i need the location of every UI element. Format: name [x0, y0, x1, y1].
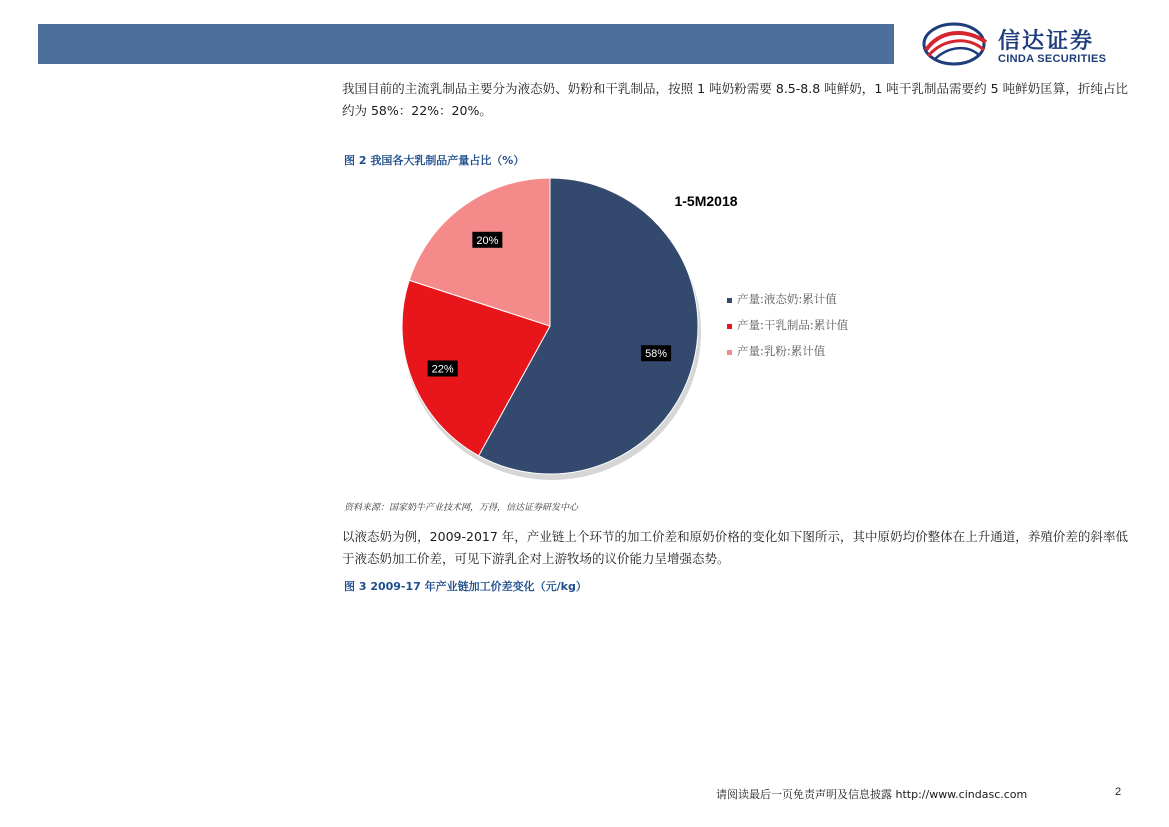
company-logo: [920, 20, 1135, 70]
legend-label: 产量:乳粉:累计值: [737, 344, 826, 358]
logo-text-cn: 信达证券: [998, 29, 1095, 54]
cinda-logo-icon: [920, 20, 990, 68]
pie-data-label-1: [641, 345, 671, 361]
legend-item-产量-乳粉-累计值: [727, 344, 826, 358]
pie-slices: [402, 178, 698, 474]
data-label-text: 22%: [431, 363, 454, 376]
footer-disclaimer: 请阅读最后一页免责声明及信息披露 http://www.cindasc.com: [716, 788, 1028, 801]
figure-2-caption: 图 2 我国各大乳制品产量占比（%）: [344, 154, 525, 167]
legend-label: 产量:干乳制品:累计值: [737, 318, 849, 332]
legend-swatch: [727, 350, 732, 355]
logo-text-en: CINDA SECURITIES: [998, 53, 1107, 65]
source-note: 资料来源：国家奶牛产业技术网，万得，信达证券研发中心: [344, 503, 579, 513]
pie-data-label-2: [428, 360, 458, 376]
legend-item-产量-干乳制品-累计值: [727, 318, 849, 332]
chart-legend: [727, 292, 849, 358]
legend-label: 产量:液态奶:累计值: [737, 292, 837, 306]
legend-swatch: [727, 298, 732, 303]
figure-3-caption: 图 3 2009-17 年产业链加工价差变化（元/kg）: [344, 580, 587, 593]
data-label-text: 58%: [645, 348, 668, 361]
pie-data-label-3: [472, 232, 502, 248]
pie-chart: [380, 170, 900, 490]
header-bar: [38, 24, 894, 64]
body-paragraph-1: 我国目前的主流乳制品主要分为液态奶、奶粉和干乳制品，按照 1 吨奶粉需要 8.5-8.8 吨鲜奶，1 吨干乳制品需要约 5 吨鲜奶匡算，折纯占比约为 58%：22%：20%。: [342, 81, 1128, 118]
legend-swatch: [727, 324, 732, 329]
chart-title: 1-5M2018: [674, 193, 738, 209]
data-label-text: 20%: [476, 234, 499, 247]
body-paragraph-2: 以液态奶为例，2009-2017 年，产业链上个环节的加工价差和原奶价格的变化如下图所示，其中原奶均价整体在上升通道，养殖价差的斜率低于液态奶加工价差，可见下游乳企对上游牧场的议价能力呈增强态势。: [342, 529, 1128, 566]
page-number: 2: [1115, 786, 1122, 798]
legend-item-产量-液态奶-累计值: [727, 292, 837, 306]
